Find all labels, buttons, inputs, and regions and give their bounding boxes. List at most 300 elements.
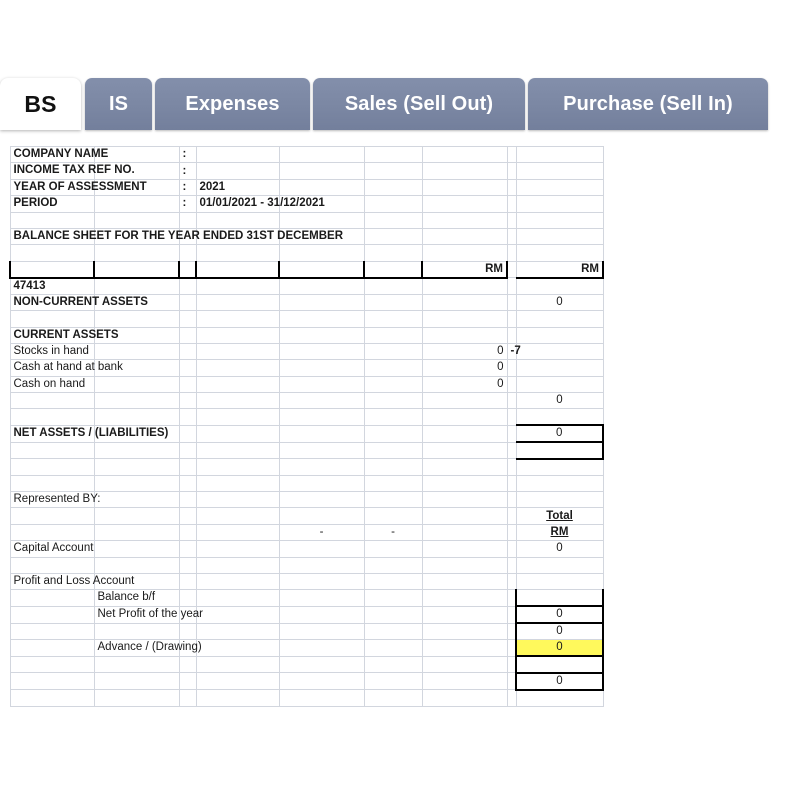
cell-stocks-in-hand-note[interactable] [507, 343, 521, 359]
sheet-tab-bs[interactable] [0, 78, 81, 130]
cell-company-name-value[interactable] [196, 147, 279, 163]
cell-r27-f[interactable] [364, 573, 422, 589]
cell-r13-f[interactable] [364, 343, 422, 359]
cell-r34-d[interactable] [196, 690, 279, 706]
cell-period-label[interactable] [10, 196, 94, 212]
cell-r17-b[interactable] [94, 409, 179, 425]
cell-r12-e[interactable] [279, 327, 364, 343]
cell-r2-h[interactable] [507, 163, 516, 179]
cell-r22-f[interactable] [364, 492, 422, 508]
cell-r34-g[interactable] [422, 690, 507, 706]
cell-r30-a[interactable] [10, 623, 94, 640]
cell-r17-h[interactable] [507, 409, 516, 425]
cell-income-tax-ref-value[interactable] [196, 163, 279, 179]
row-blank-21[interactable] [10, 475, 603, 491]
cell-r5-a[interactable] [10, 212, 94, 228]
cell-r27-c[interactable] [179, 573, 196, 589]
cell-r24-g[interactable] [422, 524, 507, 540]
cell-capital-account-value[interactable]: 0 [516, 541, 603, 557]
cell-r9-g[interactable] [422, 278, 507, 295]
cell-r14-d[interactable] [196, 360, 279, 376]
cell-r29-g[interactable] [422, 606, 507, 623]
cell-r27-d[interactable] [196, 573, 279, 589]
cell-r32-e[interactable] [279, 656, 364, 672]
cell-r1-g[interactable] [422, 147, 507, 163]
cell-r3-i[interactable] [516, 179, 603, 195]
cell-income-tax-ref-label[interactable] [10, 163, 135, 179]
cell-r26-d[interactable] [196, 557, 279, 573]
row-grand-total-rule[interactable] [10, 690, 603, 706]
cell-r2-f[interactable] [364, 163, 422, 179]
cell-colon-company-name[interactable]: : [179, 147, 196, 163]
cell-r26-c[interactable] [179, 557, 196, 573]
cell-r21-g[interactable] [422, 475, 507, 491]
cell-r25-c[interactable] [179, 541, 196, 557]
cell-r24-c[interactable] [179, 524, 196, 540]
cell-r30-h[interactable] [507, 623, 516, 640]
cell-non-current-assets-value[interactable]: 0 [516, 294, 603, 310]
cell-r21-i[interactable] [516, 475, 603, 491]
cell-r20-i[interactable] [516, 459, 603, 475]
cell-r25-g[interactable] [422, 541, 507, 557]
cell-r33-h[interactable] [507, 673, 516, 690]
cell-r33-d[interactable] [196, 673, 279, 690]
cell-r25-h[interactable] [507, 541, 516, 557]
cell-r21-e[interactable] [279, 475, 364, 491]
cell-r8-f[interactable] [364, 261, 422, 278]
row-cash-on-hand[interactable] [10, 376, 603, 392]
cell-blank-before-grand-total[interactable] [516, 656, 603, 672]
cell-r15-b[interactable] [94, 376, 179, 392]
cell-company-name-label[interactable] [10, 147, 109, 163]
cell-r16-f[interactable] [364, 393, 422, 409]
row-code[interactable] [10, 278, 603, 295]
row-rm-header[interactable] [10, 261, 603, 278]
cell-r1-f[interactable] [364, 147, 422, 163]
row-current-assets[interactable] [10, 327, 603, 343]
cell-r5-c[interactable] [179, 212, 196, 228]
cell-r28-g[interactable] [422, 590, 507, 606]
cell-r22-h[interactable] [507, 492, 516, 508]
row-blank-11[interactable] [10, 311, 603, 327]
cell-r22-b[interactable] [94, 492, 179, 508]
cell-r5-e[interactable] [279, 212, 364, 228]
cell-r31-e[interactable] [279, 640, 364, 657]
cell-cash-at-hand-at-bank-value[interactable]: 0 [422, 360, 507, 376]
cell-r5-f[interactable] [364, 212, 422, 228]
cell-r28-f[interactable] [364, 590, 422, 606]
cell-year-of-assessment-value[interactable]: 2021 [196, 179, 279, 195]
cell-r10-d[interactable] [196, 294, 279, 310]
row-current-assets-total[interactable] [10, 393, 603, 409]
cell-r15-h[interactable] [507, 376, 516, 392]
cell-r34-h[interactable] [507, 690, 516, 706]
cell-r9-d[interactable] [196, 278, 279, 295]
cell-net-profit-label[interactable] [94, 606, 203, 623]
cell-r32-g[interactable] [422, 656, 507, 672]
cell-rm-header-col-i[interactable]: RM [516, 261, 603, 278]
cell-r20-a[interactable] [10, 459, 94, 475]
cell-r29-e[interactable] [279, 606, 364, 623]
cell-r5-d[interactable] [196, 212, 279, 228]
cell-r15-c[interactable] [179, 376, 196, 392]
cell-r18-e[interactable] [279, 425, 364, 442]
cell-r8-c[interactable] [179, 261, 196, 278]
cell-r10-f[interactable] [364, 294, 422, 310]
cell-r12-f[interactable] [364, 327, 422, 343]
cell-r14-f[interactable] [364, 360, 422, 376]
cell-r15-e[interactable] [279, 376, 364, 392]
cell-r6-i[interactable] [516, 228, 603, 244]
row-cash-at-hand-at-bank[interactable] [10, 360, 603, 376]
cell-r32-f[interactable] [364, 656, 422, 672]
row-net-assets-rule[interactable] [10, 442, 603, 458]
cell-subtotal-after-net-profit-value[interactable]: 0 [516, 623, 603, 640]
cell-r11-i[interactable] [516, 311, 603, 327]
cell-dash-col-e[interactable]: - [279, 524, 364, 540]
cell-r22-c[interactable] [179, 492, 196, 508]
row-capital-account[interactable] [10, 541, 603, 557]
cell-r30-d[interactable] [196, 623, 279, 640]
cell-r34-c[interactable] [179, 690, 196, 706]
cell-r34-a[interactable] [10, 690, 94, 706]
cell-r25-b[interactable] [94, 541, 179, 557]
row-period[interactable] [10, 196, 603, 212]
cell-r5-h[interactable] [507, 212, 516, 228]
cell-r22-e[interactable] [279, 492, 364, 508]
cell-r17-i[interactable] [516, 409, 603, 425]
cell-r7-i[interactable] [516, 245, 603, 261]
cell-r19-b[interactable] [94, 442, 179, 458]
cell-r2-i[interactable] [516, 163, 603, 179]
cell-current-assets-label[interactable] [10, 327, 119, 343]
cell-r1-e[interactable] [279, 147, 364, 163]
cell-r10-c[interactable] [179, 294, 196, 310]
cell-r19-a[interactable] [10, 442, 94, 458]
cell-r5-b[interactable] [94, 212, 179, 228]
cell-r14-c[interactable] [179, 360, 196, 376]
cell-balance-bf-value[interactable] [516, 590, 603, 606]
cell-r17-a[interactable] [10, 409, 94, 425]
cell-r30-f[interactable] [364, 623, 422, 640]
cell-r26-a[interactable] [10, 557, 94, 573]
cell-r16-d[interactable] [196, 393, 279, 409]
cell-balance-bf-label[interactable] [94, 590, 179, 606]
cell-r20-d[interactable] [196, 459, 279, 475]
row-income-tax-ref[interactable] [10, 163, 603, 179]
cell-r16-e[interactable] [279, 393, 364, 409]
cell-r12-c[interactable] [179, 327, 196, 343]
cell-r19-c[interactable] [179, 442, 196, 458]
cell-colon-period[interactable]: : [179, 196, 196, 212]
cell-r31-a[interactable] [10, 640, 94, 657]
cell-capital-account-label[interactable] [10, 541, 94, 557]
cell-r20-f[interactable] [364, 459, 422, 475]
cell-r23-a[interactable] [10, 508, 94, 524]
row-blank-before-grand-total[interactable] [10, 656, 603, 672]
cell-r28-e[interactable] [279, 590, 364, 606]
cell-net-assets-label[interactable] [10, 425, 169, 442]
cell-r21-f[interactable] [364, 475, 422, 491]
cell-r29-d[interactable] [196, 606, 279, 623]
cell-r30-b[interactable] [94, 623, 179, 640]
cell-dash-col-f[interactable]: - [364, 524, 422, 540]
cell-r6-f[interactable] [364, 228, 422, 244]
cell-rm-header-col-g[interactable]: RM [422, 261, 507, 278]
cell-r24-h[interactable] [507, 524, 516, 540]
row-balance-bf[interactable] [10, 590, 603, 606]
cell-advance-drawing-label[interactable] [94, 640, 202, 657]
row-blank-7[interactable] [10, 245, 603, 261]
row-non-current-assets[interactable] [10, 294, 603, 310]
row-represented-by[interactable] [10, 492, 603, 508]
cell-r23-h[interactable] [507, 508, 516, 524]
cell-r20-e[interactable] [279, 459, 364, 475]
cell-r34-b[interactable] [94, 690, 179, 706]
cell-r7-a[interactable] [10, 245, 94, 261]
cell-r11-b[interactable] [94, 311, 179, 327]
cell-r32-a[interactable] [10, 656, 94, 672]
cell-r8-a[interactable] [10, 261, 94, 278]
row-blank-20[interactable] [10, 459, 603, 475]
cell-r20-b[interactable] [94, 459, 179, 475]
cell-r34-f[interactable] [364, 690, 422, 706]
row-blank-5[interactable] [10, 212, 603, 228]
cell-stocks-in-hand-value[interactable]: 0 [422, 343, 507, 359]
cell-r26-h[interactable] [507, 557, 516, 573]
cell-r23-b[interactable] [94, 508, 179, 524]
cell-r4-i[interactable] [516, 196, 603, 212]
cell-r19-h[interactable] [507, 442, 516, 458]
row-net-profit-of-the-year[interactable] [10, 606, 603, 623]
cell-r33-f[interactable] [364, 673, 422, 690]
cell-r21-c[interactable] [179, 475, 196, 491]
cell-r18-d[interactable] [196, 425, 279, 442]
cell-r28-d[interactable] [196, 590, 279, 606]
cell-r30-g[interactable] [422, 623, 507, 640]
cell-r13-i[interactable] [516, 343, 603, 359]
row-advance-drawing[interactable] [10, 640, 603, 657]
cell-total-header[interactable]: Total [516, 508, 603, 524]
cell-r30-c[interactable] [179, 623, 196, 640]
cell-r22-g[interactable] [422, 492, 507, 508]
row-rm-subheader[interactable] [10, 524, 603, 540]
cell-r28-a[interactable] [10, 590, 94, 606]
cell-r26-b[interactable] [94, 557, 179, 573]
row-profit-and-loss-account[interactable] [10, 573, 603, 589]
cell-r12-d[interactable] [196, 327, 279, 343]
cell-grand-total-double-rule[interactable] [516, 690, 603, 706]
cell-r33-g[interactable] [422, 673, 507, 690]
cell-r9-i[interactable] [516, 278, 603, 295]
cell-r4-f[interactable] [364, 196, 422, 212]
cell-current-assets-total-value[interactable]: 0 [516, 393, 603, 409]
cell-stocks-in-hand-label[interactable] [10, 343, 94, 359]
cell-r22-d[interactable] [196, 492, 279, 508]
cell-r7-d[interactable] [196, 245, 279, 261]
cell-r2-g[interactable] [422, 163, 507, 179]
cell-r21-b[interactable] [94, 475, 179, 491]
cell-r17-g[interactable] [422, 409, 507, 425]
row-company-name[interactable] [10, 147, 603, 163]
row-stocks-in-hand[interactable] [10, 343, 603, 359]
cell-r9-h[interactable] [507, 278, 516, 295]
cell-r18-f[interactable] [364, 425, 422, 442]
cell-r20-c[interactable] [179, 459, 196, 475]
cell-r14-e[interactable] [279, 360, 364, 376]
cell-cash-on-hand-label[interactable] [10, 376, 94, 392]
cell-r1-i[interactable] [516, 147, 603, 163]
cell-r13-d[interactable] [196, 343, 279, 359]
cell-r26-g[interactable] [422, 557, 507, 573]
cell-r3-h[interactable] [507, 179, 516, 195]
cell-r19-g[interactable] [422, 442, 507, 458]
cell-r10-e[interactable] [279, 294, 364, 310]
cell-r19-e[interactable] [279, 442, 364, 458]
cell-r24-d[interactable] [196, 524, 279, 540]
cell-r9-e[interactable] [279, 278, 364, 295]
cell-r32-d[interactable] [196, 656, 279, 672]
cell-r33-e[interactable] [279, 673, 364, 690]
cell-r8-d[interactable] [196, 261, 279, 278]
cell-cash-at-hand-at-bank-label[interactable] [10, 360, 123, 376]
cell-r23-e[interactable] [279, 508, 364, 524]
sheet-tab-purchase-sell-in[interactable] [528, 78, 768, 130]
cell-colon-year-of-assessment[interactable]: : [179, 179, 196, 195]
cell-r6-h[interactable] [507, 228, 516, 244]
cell-r19-f[interactable] [364, 442, 422, 458]
row-subtotal-after-net-profit[interactable] [10, 623, 603, 640]
cell-r3-e[interactable] [279, 179, 364, 195]
row-sheet-title[interactable] [10, 228, 603, 244]
cell-r2-e[interactable] [279, 163, 364, 179]
cell-r23-d[interactable] [196, 508, 279, 524]
cell-r9-c[interactable] [179, 278, 196, 295]
cell-r20-g[interactable] [422, 459, 507, 475]
row-grand-total[interactable] [10, 673, 603, 690]
cell-r16-g[interactable] [422, 393, 507, 409]
sheet-tab-expenses[interactable] [155, 78, 310, 130]
cell-r34-e[interactable] [279, 690, 364, 706]
cell-r31-h[interactable] [507, 640, 516, 657]
cell-r21-h[interactable] [507, 475, 516, 491]
cell-r29-f[interactable] [364, 606, 422, 623]
cell-r32-h[interactable] [507, 656, 516, 672]
cell-r7-e[interactable] [279, 245, 364, 261]
cell-r18-g[interactable] [422, 425, 507, 442]
cell-represented-by-label[interactable] [10, 492, 101, 508]
cell-r17-f[interactable] [364, 409, 422, 425]
cell-cash-on-hand-value[interactable]: 0 [422, 376, 507, 392]
cell-r27-e[interactable] [279, 573, 364, 589]
cell-r13-c[interactable] [179, 343, 196, 359]
cell-r27-h[interactable] [507, 573, 516, 589]
cell-r29-a[interactable] [10, 606, 94, 623]
cell-r17-d[interactable] [196, 409, 279, 425]
row-year-of-assessment[interactable] [10, 179, 603, 195]
cell-r23-c[interactable] [179, 508, 196, 524]
cell-r27-i[interactable] [516, 573, 603, 589]
cell-r25-d[interactable] [196, 541, 279, 557]
cell-r12-g[interactable] [422, 327, 507, 343]
cell-rm-subheader[interactable]: RM [516, 524, 603, 540]
cell-r15-d[interactable] [196, 376, 279, 392]
row-net-assets[interactable] [10, 425, 603, 442]
cell-r21-d[interactable] [196, 475, 279, 491]
cell-r15-f[interactable] [364, 376, 422, 392]
cell-r31-g[interactable] [422, 640, 507, 657]
cell-r25-f[interactable] [364, 541, 422, 557]
cell-r32-b[interactable] [94, 656, 179, 672]
cell-r3-f[interactable] [364, 179, 422, 195]
cell-r5-i[interactable] [516, 212, 603, 228]
cell-r18-h[interactable] [507, 425, 516, 442]
cell-r29-h[interactable] [507, 606, 516, 623]
cell-non-current-assets-label[interactable] [10, 294, 148, 310]
cell-r19-d[interactable] [196, 442, 279, 458]
cell-r12-h[interactable] [507, 327, 516, 343]
cell-r26-f[interactable] [364, 557, 422, 573]
cell-net-profit-value[interactable]: 0 [516, 606, 603, 623]
cell-r9-f[interactable] [364, 278, 422, 295]
cell-r7-f[interactable] [364, 245, 422, 261]
cell-r30-e[interactable] [279, 623, 364, 640]
cell-r31-f[interactable] [364, 640, 422, 657]
cell-r3-g[interactable] [422, 179, 507, 195]
cell-r14-h[interactable] [507, 360, 516, 376]
cell-r32-c[interactable] [179, 656, 196, 672]
cell-r24-a[interactable] [10, 524, 94, 540]
row-total-header[interactable] [10, 508, 603, 524]
cell-r18-c[interactable] [179, 425, 196, 442]
cell-r4-h[interactable] [507, 196, 516, 212]
cell-r24-b[interactable] [94, 524, 179, 540]
cell-r16-a[interactable] [10, 393, 94, 409]
cell-r4-b[interactable] [94, 196, 179, 212]
cell-r27-g[interactable] [422, 573, 507, 589]
cell-r16-h[interactable] [507, 393, 516, 409]
cell-r23-g[interactable] [422, 508, 507, 524]
cell-r7-b[interactable] [94, 245, 179, 261]
cell-r8-e[interactable] [279, 261, 364, 278]
cell-r14-i[interactable] [516, 360, 603, 376]
row-blank-26[interactable] [10, 557, 603, 573]
cell-r33-c[interactable] [179, 673, 196, 690]
cell-year-of-assessment-label[interactable] [10, 179, 147, 195]
cell-r33-b[interactable] [94, 673, 179, 690]
cell-r22-i[interactable] [516, 492, 603, 508]
cell-net-assets-double-rule[interactable] [516, 442, 603, 458]
cell-r11-d[interactable] [196, 311, 279, 327]
cell-r11-h[interactable] [507, 311, 516, 327]
cell-r10-g[interactable] [422, 294, 507, 310]
cell-r11-e[interactable] [279, 311, 364, 327]
row-blank-17[interactable] [10, 409, 603, 425]
cell-sheet-title[interactable] [10, 228, 343, 244]
cell-r20-h[interactable] [507, 459, 516, 475]
cell-r9-b[interactable] [94, 278, 179, 295]
cell-r16-c[interactable] [179, 393, 196, 409]
cell-r15-i[interactable] [516, 376, 603, 392]
cell-r17-e[interactable] [279, 409, 364, 425]
cell-advance-drawing-value[interactable]: 0 [516, 640, 603, 657]
cell-r28-c[interactable] [179, 590, 196, 606]
sheet-tab-is[interactable] [85, 78, 152, 130]
cell-r11-c[interactable] [179, 311, 196, 327]
cell-r5-g[interactable] [422, 212, 507, 228]
cell-grand-total-value[interactable]: 0 [516, 673, 603, 690]
cell-r25-e[interactable] [279, 541, 364, 557]
